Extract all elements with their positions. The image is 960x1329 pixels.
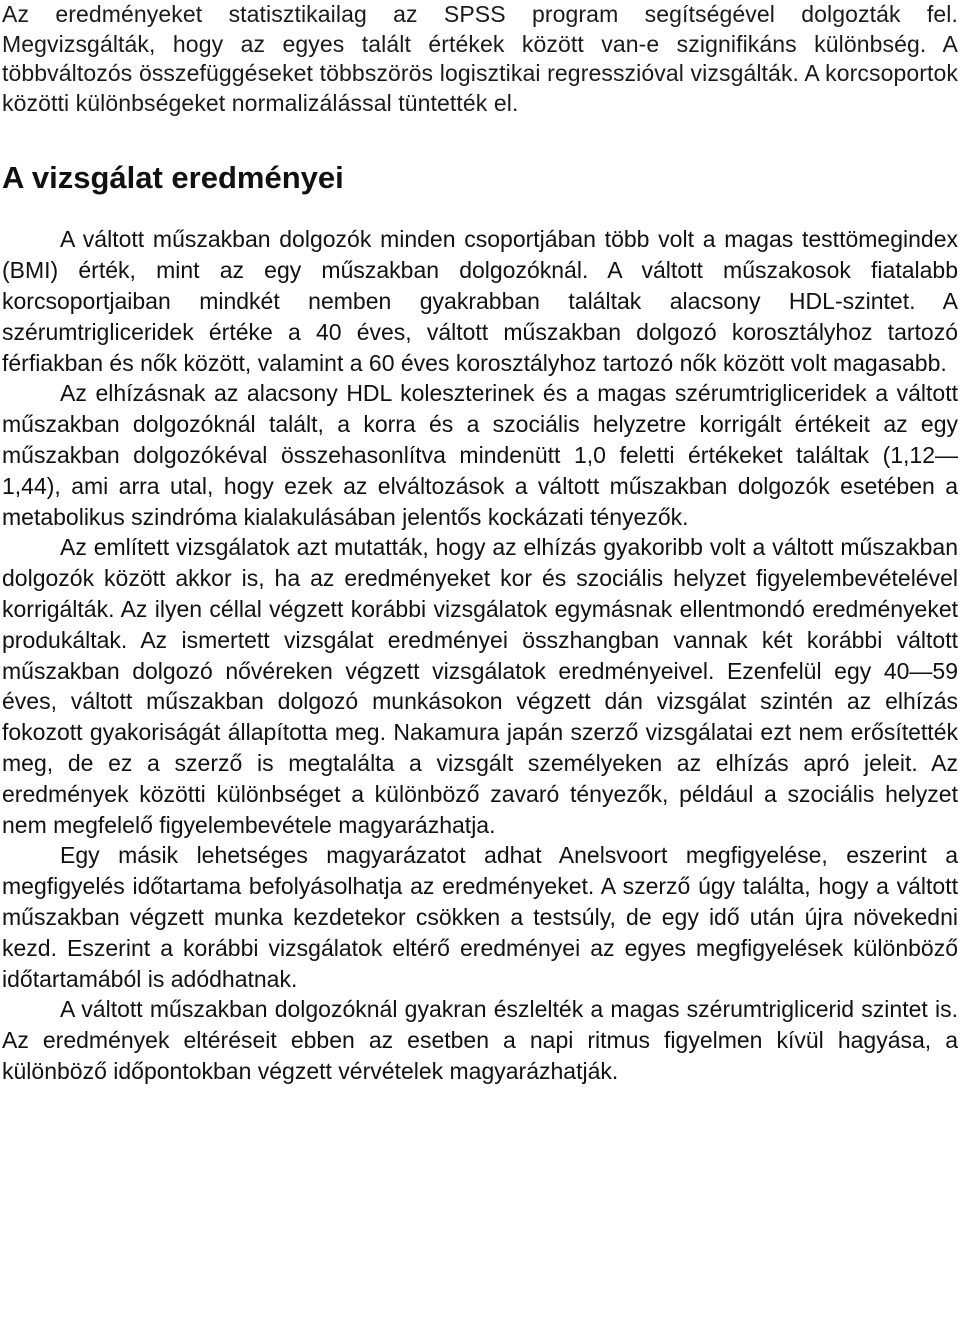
body-paragraph-3: Az említett vizsgálatok azt mutatták, hogy az elhízás gyakoribb volt a váltott műszakban dolgozók között akkor is, ha az eredményeket kor és szociális helyzet figyelembevételével korrigálták. Az ilyen céllal végzett korábbi vizsgálatok egymásnak ellentmondó eredményeket produkáltak. Az ismertett vizsgálat eredményei összhangban vannak két korábbi váltott műszakban dolgozó nővéreken végzett vizsgálatok eredményeivel. Ezenfelül egy 40—59 éves, váltott műszakban dolgozó munkásokon végzett dán vizsgálat szintén az elhízás fokozott gyakoriságát állapította meg. Nakamura japán szerző vizsgálatai ezt nem erősítették meg, de ez a szerző is megtalálta a vizsgált személyeken az elhízás apró jeleit. Az eredmények közötti különbséget a különböző zavaró tényezők, például a szociális helyzet nem megfelelő figyelembevétele magyarázhatja.: [2, 534, 958, 838]
body-paragraph-1: A váltott műszakban dolgozók minden csoportjában több volt a magas testtömegindex (BMI) érték, mint az egy műszakban dolgozóknál. A váltott műszakosok fiatalabb korcsoportjaiban mindkét nemben gyakrabban találtak alacsony HDL-szintet. A szérumtrigliceridek értéke a 40 éves, váltott műszakban dolgozó korosztályhoz tartozó férfiakban és nők között, valamint a 60 éves korosztályhoz tartozó nők között volt magasabb.: [2, 226, 958, 376]
intro-paragraph: Az eredményeket statisztikailag az SPSS program segítségével dolgozták fel. Megvizsgálták, hogy az egyes talált értékek között van-e szignifikáns különbség. A többváltozós összefüggéseket többszörös logisztikai regresszióval vizsgálták. A korcsoportok közötti különbségeket normalizálással tüntették el.: [2, 1, 958, 116]
section-heading: A vizsgálat eredményei: [2, 160, 344, 196]
body-paragraph-4: Egy másik lehetséges magyarázatot adhat Anelsvoort megfigyelése, eszerint a megfigyelés időtartama befolyásolhatja az eredményeket. A szerző úgy találta, hogy a váltott műszakban végzett munka kezdetekor csökken a testsúly, de egy idő után újra növekedni kezd. Eszerint a korábbi vizsgálatok eltérő eredményei az egyes megfigyelések különböző időtartamából is adódhatnak.: [2, 842, 958, 992]
body-paragraph-5: A váltott műszakban dolgozóknál gyakran észlelték a magas szérumtriglicerid szintet is. Az eredmények eltéréseit ebben az esetben a napi ritmus figyelmen kívül hagyása, a különböző időpontokban végzett vérvételek magyarázhatják.: [2, 996, 958, 1084]
body-paragraph-2: Az elhízásnak az alacsony HDL koleszterinek és a magas szérumtrigliceridek a váltott műszakban dolgozóknál talált, a korra és a szociális helyzetre korrigált értékeit az egy műszakban dolgozókéval összehasonlítva mindenütt 1,0 feletti értékeket találtak (1,12—1,44), ami arra utal, hogy ezek az elváltozások a váltott műszakban dolgozók esetében a metabolikus szindróma kialakulásában jelentős kockázati tényezők.: [2, 380, 958, 530]
